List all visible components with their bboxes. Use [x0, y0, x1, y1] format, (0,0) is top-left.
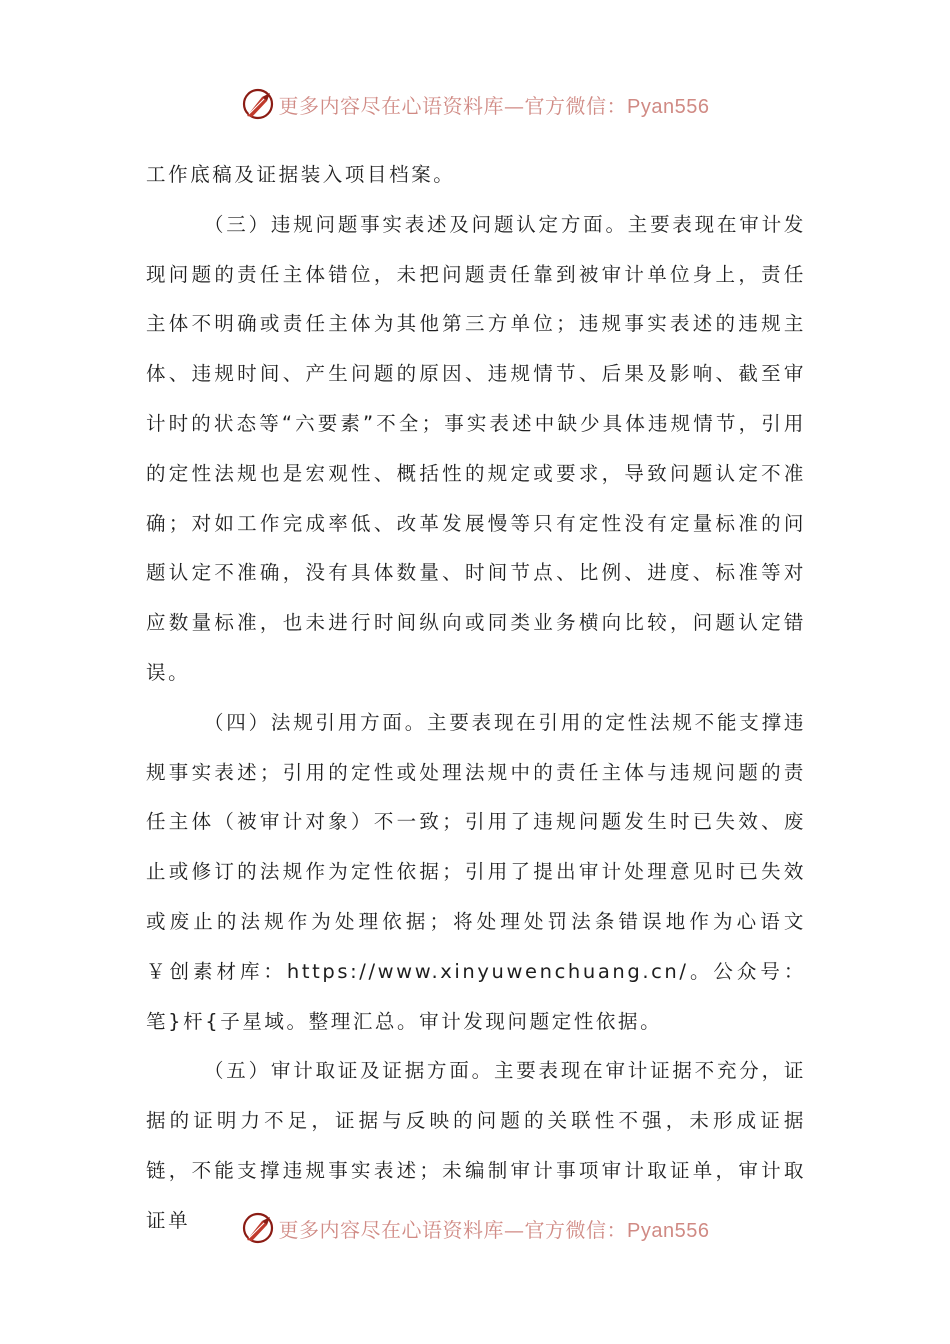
pen-nib-circle-icon: [241, 1211, 275, 1245]
paragraph-three: （三）违规问题事实表述及问题认定方面。主要表现在审计发现问题的责任主体错位，未把问题责任靠到被审计单位身上，责任主体不明确或责任主体为其他第三方单位；违规事实表述的违规主体、违规时间、产生问题的原因、违规情节、后果及影响、截至审计时的状态等“六要素”不全；事实表述中缺少具体违规情节，引用的定性法规也是宏观性、概括性的规定或要求，导致问题认定不准确；对如工作完成率低、改革发展慢等只有定性没有定量标准的问题认定不准确，没有具体数量、时间节点、比例、进度、标准等对应数量标准，也未进行时间纵向或同类业务横向比较，问题认定错误。: [146, 212, 806, 684]
banner-text: 更多内容尽在心语资料库—官方微信：Pyan556: [278, 1217, 710, 1242]
document-body: [146, 150, 806, 1246]
header-banner: [0, 84, 950, 124]
paragraph-four: （四）法规引用方面。主要表现在引用的定性法规不能支撑违规事实表述；引用的定性或处理法规中的责任主体与违规问题的责任主体（被审计对象）不一致；引用了违规问题发生时已失效、废止或修订的法规作为定性依据；引用了提出审计处理意见时已失效或废止的法规作为处理依据；将处理处罚法条错误地作为心语文￥创素材库：https://www.xinyuwenchuang.cn/。公众号：笔}杆{子星域。整理汇总。审计发现问题定性依据。: [146, 710, 806, 1033]
footer-banner: [0, 1208, 950, 1248]
pen-nib-circle-icon: [241, 87, 275, 121]
paragraph-continuation: 工作底稿及证据装入项目档案。: [146, 163, 456, 186]
paragraph-five: （五）审计取证及证据方面。主要表现在审计证据不充分，证据的证明力不足，证据与反映的问题的关联性不强，未形成证据链，不能支撑违规事实表述；未编制审计事项审计取证单，审计取证单: [146, 1059, 806, 1232]
banner-text: 更多内容尽在心语资料库—官方微信：Pyan556: [278, 93, 710, 118]
